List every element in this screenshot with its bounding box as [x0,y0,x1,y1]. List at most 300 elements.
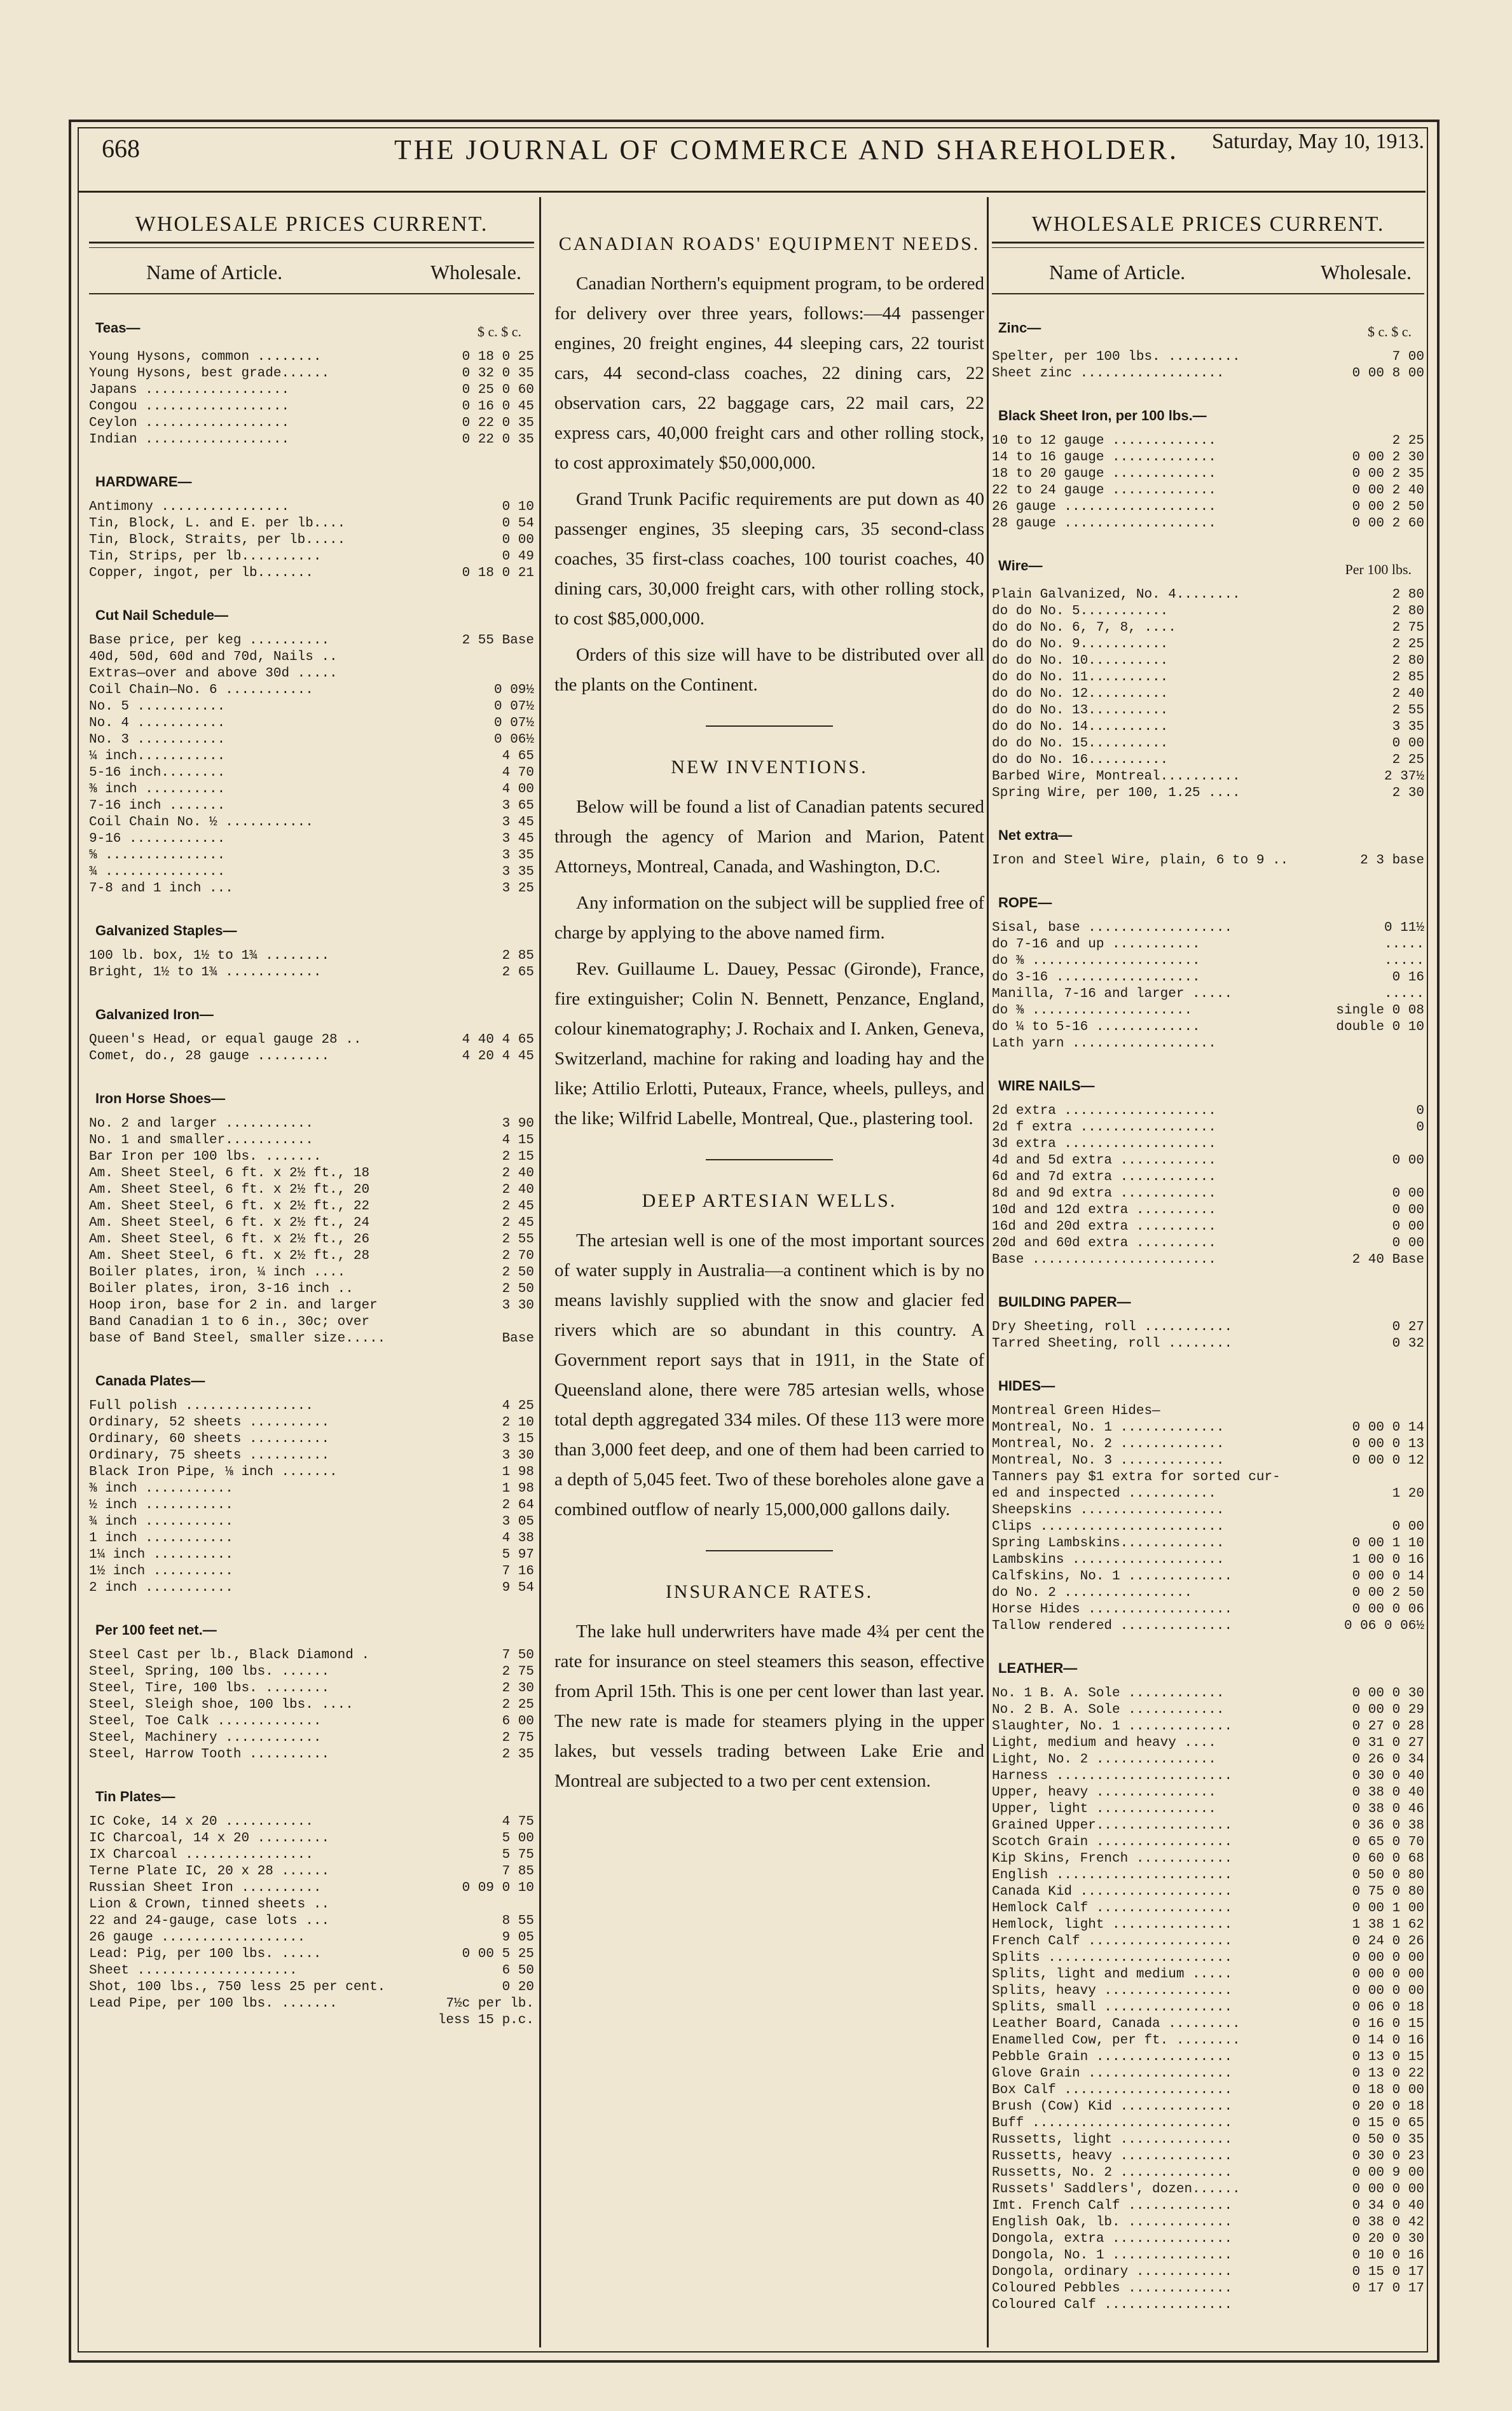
price-row [89,1946,534,1963]
category-heading: Galvanized Iron— [95,1006,214,1022]
wholesale-price: 0 00 0 13 [1352,1437,1424,1452]
article-name: IX Charcoal ................ [89,1848,313,1862]
article-name: Ordinary, 52 sheets .......... [89,1415,330,1430]
article-name: IC Coke, 14 x 20 ........... [89,1815,313,1829]
category-heading: Tin Plates— [95,1789,175,1804]
price-row [992,1486,1424,1502]
wholesale-price: 2 75 [502,1731,534,1745]
price-row [89,499,534,516]
wholesale-price: 0 00 0 14 [1352,1420,1424,1435]
wholesale-price: 0 09½ [493,683,534,697]
wholesale-price: 2 15 [502,1150,534,1164]
wholesale-price: 0 00 2 50 [1352,1586,1424,1600]
price-row [992,752,1424,769]
price-row [89,549,534,565]
category-heading: HIDES— [998,1378,1055,1394]
price-row [89,1165,534,1182]
article-name: 22 and 24-gauge, case lots ... [89,1914,330,1928]
article-name: Spelter, per 100 lbs. ......... [992,350,1241,364]
article-name: Ordinary, 75 sheets .......... [89,1448,330,1463]
wholesale-price: 0 18 0 00 [1352,2083,1424,2098]
wholesale-price: 2 40 Base [1352,1253,1424,1267]
price-row [89,399,534,415]
article-name: Kip Skins, French ............ [992,1851,1233,1866]
price-row [992,466,1424,483]
wholesale-price: 1 38 1 62 [1352,1918,1424,1932]
column-rule-1 [539,197,541,2347]
wholesale-price: 3 45 [502,832,534,846]
price-row [992,1785,1424,1801]
article-column [547,203,992,2341]
price-row [992,1202,1424,1219]
price-row [89,1697,534,1714]
price-row [992,1136,1424,1153]
column-headers-right [992,261,1424,284]
price-row [992,1235,1424,1252]
price-row [992,769,1424,785]
wholesale-price: double 0 10 [1336,1020,1424,1034]
price-row [992,703,1424,719]
price-row [992,2198,1424,2215]
article-name: Shot, 100 lbs., 750 less 25 per cent. [89,1980,386,1995]
wholesale-header-right: Wholesale. [1320,261,1412,284]
price-row [992,2082,1424,2099]
price-row [992,1186,1424,1202]
wholesale-price: 0 00 1 10 [1352,1536,1424,1551]
article-paragraph: Canadian Northern's equipment program, to be ordered for delivery over three years, follows:—44 passenger engines, 20 freight engines, 44 sleeping cars, 22 tourist cars, 44 second-class coaches, 22 dining cars, 22 observation cars, 22 baggage cars, 22 mail cars, 22 express cars, 40,000 freight cars and other rolling stock, to cost approximately $50,000,000. [554,273,984,473]
wholesale-price: 1 20 [1392,1487,1424,1501]
wholesale-price: 9 05 [502,1930,534,1945]
article-name: No. 3 ........... [89,732,226,747]
wholesale-price: 2 25 [1392,434,1424,448]
wholesale-price: 2 35 [502,1747,534,1762]
wholesale-price: 0 00 0 06 [1352,1602,1424,1617]
wholesale-price: 7 16 [502,1564,534,1579]
category-heading: Iron Horse Shoes— [95,1090,226,1106]
price-row [89,1680,534,1697]
article-name: 40d, 50d, 60d and 70d, Nails .. [89,650,338,664]
wholesale-price: 0 60 0 68 [1352,1851,1424,1866]
price-row [89,848,534,864]
price-row [992,1618,1424,1635]
article-name: do do No. 6, 7, 8, .... [992,621,1176,635]
wholesale-price: 0 22 0 35 [462,432,534,447]
wholesale-header: Wholesale. [430,261,521,284]
article-name: 2d extra ................... [992,1104,1216,1118]
article-name: ⅜ inch .......... [89,782,226,797]
article-name: do do No. 16.......... [992,753,1169,767]
price-row [992,937,1424,953]
price-row [89,1897,534,1913]
article-name: Sisal, base .................. [992,921,1233,935]
section-divider [706,1159,833,1160]
wholesale-price: 2 55 [1392,703,1424,718]
article-name: No. 2 and larger ........... [89,1116,313,1131]
section-heading-right: WHOLESALE PRICES CURRENT. [1031,212,1385,236]
wholesale-price: 0 38 0 46 [1352,1802,1424,1817]
price-row [89,814,534,831]
wholesale-price: 8 55 [502,1914,534,1928]
wholesale-price: 4 38 [502,1531,534,1546]
price-row [992,1983,1424,2000]
price-row [992,1502,1424,1519]
wholesale-price: 2 65 [502,965,534,980]
article-name: Scotch Grain ................. [992,1835,1233,1850]
wholesale-price: 3 35 [502,865,534,879]
wholesale-price: 0 49 [502,549,534,564]
price-row [89,415,534,432]
wholesale-price: 0 32 0 35 [462,366,534,381]
wholesale-price: 0 00 2 50 [1352,500,1424,514]
wholesale-price: Base [502,1331,534,1346]
article-name: Lath yarn .................. [992,1036,1216,1051]
article-name: Base price, per keg .......... [89,633,330,648]
price-row [992,1453,1424,1469]
wholesale-price [1323,1469,1424,1486]
wholesale-price: 1 98 [502,1465,534,1480]
price-row [89,798,534,814]
article-name: 7-8 and 1 inch ... [89,881,233,896]
article-name: Dongola, extra ............... [992,2232,1233,2246]
section-divider [706,1550,833,1551]
price-row [89,2012,534,2029]
category-heading: WIRE NAILS— [998,1078,1095,1094]
article-name: Ceylon .................. [89,416,290,430]
article-name: Tin, Strips, per lb.......... [89,549,322,564]
wholesale-price: 0 00 [1392,1186,1424,1201]
price-row [992,1003,1424,1019]
article-name: Sheet .................... [89,1963,298,1978]
article-paragraph: The artesian well is one of the most important sources of water supply in Australia—a continent which is by no means lavishly supplied with the snow and glacier fed rivers which are so abundant in this country. A Government report says that in 1911, in the State of Queensland alone, there were 785 artesian wells, whose total depth aggregated 334 miles. Of these 113 were more than 3,000 feet deep, and one of them had been carried to a depth of 5,045 feet. Two of these boreholes alone gave a combined outflow of nearly 15,000,000 gallons daily. [554,1230,984,1520]
price-row [89,1880,534,1897]
price-row [992,2264,1424,2281]
price-row [992,2165,1424,2181]
article-name: 16d and 20d extra .......... [992,1219,1216,1234]
wholesale-price: 0 00 0 29 [1352,1703,1424,1717]
article-name: do do No. 11.......... [992,670,1169,685]
wholesale-price: 4 65 [502,749,534,764]
price-row [992,1120,1424,1136]
wholesale-price: 2 80 [1392,604,1424,619]
price-row [89,765,534,781]
article-name: Dongola, ordinary ............ [992,2265,1233,2279]
price-row [89,565,534,582]
article-name: Lion & Crown, tinned sheets .. [89,1897,330,1912]
wholesale-price: 4 75 [502,1815,534,1829]
wholesale-price: 0 06 0 06½ [1344,1619,1424,1633]
wholesale-price: 0 00 [1392,1236,1424,1251]
article-name: do do No. 15.......... [992,736,1169,751]
wholesale-price: 9 54 [502,1581,534,1595]
wholesale-price: ..... [1384,987,1424,1001]
wholesale-price: 0 00 1 00 [1352,1901,1424,1916]
wholesale-price: 0 36 0 38 [1352,1818,1424,1833]
category-heading: Zinc— [998,320,1041,336]
article-name: Extras—over and above 30d ..... [89,666,338,681]
price-row [992,1436,1424,1453]
article-name: Boiler plates, iron, ¼ inch .... [89,1265,346,1280]
article-name: Montreal Green Hides— [992,1404,1160,1418]
article-name: 26 gauge .................. [89,1930,306,1945]
price-row [89,633,534,649]
price-row [89,1814,534,1831]
article-name: French Calf .................. [992,1934,1233,1949]
article-name: Copper, ingot, per lb....... [89,566,313,580]
price-row [89,1149,534,1165]
article-name: ½ inch ........... [89,1498,233,1513]
wholesale-price: 4 00 [502,782,534,797]
wholesale-price: 2 40 [1392,687,1424,701]
article-name: Black Iron Pipe, ⅛ inch ....... [89,1465,338,1480]
wholesale-price: 2 75 [502,1665,534,1679]
price-row [992,1934,1424,1950]
article-name: ¼ inch........... [89,749,226,764]
wholesale-price: 2 30 [502,1681,534,1696]
article-name: Antimony ................ [89,500,290,514]
wholesale-price: 0 20 0 30 [1352,2232,1424,2246]
article-heading: CANADIAN ROADS' EQUIPMENT NEEDS. [558,233,980,254]
wholesale-price: 5 97 [502,1548,534,1562]
article-name: Coil Chain—No. 6 ........... [89,683,313,697]
wholesale-price: 0 15 0 65 [1352,2116,1424,2131]
article-name: Upper, heavy ............... [992,1785,1216,1800]
article-name: Tin, Block, Straits, per lb..... [89,533,346,547]
article-name: 20d and 60d extra .......... [992,1236,1216,1251]
wholesale-price: 2 80 [1392,654,1424,668]
price-row [89,1530,534,1547]
price-row [992,2115,1424,2132]
article-name: Tin, Block, L. and E. per lb.... [89,516,346,531]
price-row [89,1913,534,1930]
price-row [992,1768,1424,1785]
wholesale-price [1323,1169,1424,1186]
article-name: 2 inch ........... [89,1581,233,1595]
price-row [992,1834,1424,1851]
wholesale-price: 3 15 [502,1432,534,1446]
price-row [89,1831,534,1847]
wholesale-price: 2 55 [502,1232,534,1247]
wholesale-price: ..... [1384,937,1424,952]
price-row [992,1420,1424,1436]
double-rule-right [992,242,1424,248]
wholesale-price: 0 30 0 23 [1352,2149,1424,2164]
article-name: Boiler plates, iron, 3-16 inch .. [89,1282,354,1296]
article-name: 9-16 ............ [89,832,226,846]
wholesale-price: 0 00 2 60 [1352,516,1424,531]
wholesale-price: 2 30 [1392,786,1424,800]
price-row [992,2181,1424,2198]
article-name: Steel Cast per lb., Black Diamond . [89,1648,370,1663]
wholesale-price: 2 80 [1392,587,1424,602]
price-row [992,2148,1424,2165]
wholesale-price: 0 54 [502,516,534,531]
wholesale-price: 3 05 [502,1515,534,1529]
category-heading: Cut Nail Schedule— [95,607,229,623]
wholesale-price: 7½c per lb. [446,1996,534,2011]
article-name: No. 2 B. A. Sole ............ [992,1703,1225,1717]
price-row [992,670,1424,686]
wholesale-price: 0 26 0 34 [1352,1752,1424,1767]
wholesale-price: 4 25 [502,1399,534,1413]
units-label: $ c. $ c. [477,324,521,340]
article-name: 14 to 16 gauge ............. [992,450,1216,465]
price-row [89,1664,534,1680]
page-number: 668 [102,134,140,163]
article-name: Hemlock Calf ................. [992,1901,1233,1916]
price-row [89,1248,534,1265]
rule [89,293,534,294]
wholesale-price: 2 85 [1392,670,1424,685]
article-name: Lead: Pig, per 100 lbs. ..... [89,1947,322,1961]
article-name: Tarred Sheeting, roll ........ [992,1336,1233,1351]
article-name: Sheepskins .................. [992,1503,1225,1518]
wholesale-price: 3 30 [502,1298,534,1313]
price-row [89,432,534,448]
article-name: Tallow rendered .............. [992,1619,1233,1633]
price-row [89,948,534,965]
article-name: Splits, heavy ................ [992,1984,1233,1998]
wholesale-price: 0 20 0 18 [1352,2099,1424,2114]
wholesale-price: 0 30 0 40 [1352,1769,1424,1783]
price-row [992,1719,1424,1735]
article-name: Russetts, No. 2 .............. [992,2166,1233,2180]
wholesale-price: 0 10 [502,500,534,514]
price-row [89,1847,534,1864]
article-name: Ordinary, 60 sheets .......... [89,1432,330,1446]
article-paragraph: Orders of this size will have to be distributed over all the plants on the Continent. [554,645,984,695]
article-name: 1¼ inch .......... [89,1548,233,1562]
price-row [992,1884,1424,1900]
wholesale-price [1323,1036,1424,1052]
wholesale-price: 2 55 Base [462,633,534,648]
wholesale-price: 7 85 [502,1864,534,1879]
price-row [992,986,1424,1003]
article-name: 3d extra ................... [992,1137,1216,1151]
wholesale-price: 0 [1416,1120,1424,1135]
price-row [992,1552,1424,1569]
price-row [89,366,534,382]
wholesale-price: 3 45 [502,815,534,830]
wholesale-price: 4 70 [502,766,534,780]
article-name: Brush (Cow) Kid .............. [992,2099,1233,2114]
article-name: Steel, Sleigh shoe, 100 lbs. .... [89,1698,354,1712]
article-heading: DEEP ARTESIAN WELLS. [642,1190,897,1211]
article-name: 22 to 24 gauge ............. [992,483,1216,498]
wholesale-price: 0 16 0 45 [462,399,534,414]
article-name: Japans .................. [89,383,290,397]
wholesale-price: 0 50 0 80 [1352,1868,1424,1883]
column-headers [89,261,534,284]
price-row [992,1602,1424,1618]
article-paragraph: Rev. Guillaume L. Dauey, Pessac (Gironde), France, fire extinguisher; Colin N. Bennett, Penzance, England, colour kinematography; J. Rochaix and I. Anken, Geneva, Switzerland, machine for raking and loading hay and the like; Attilio Erlotti, Puteaux, France, wheels, pulleys, and the like; Wilfrid Labelle, Montreal, Que., plastering tool. [554,959,984,1129]
article-name: Young Hysons, best grade...... [89,366,330,381]
article-name: Russets' Saddlers', dozen...... [992,2182,1241,2197]
price-row [89,1547,534,1563]
wholesale-price: 0 25 0 60 [462,383,534,397]
article-name: 1½ inch .......... [89,1564,233,1579]
price-row [992,1252,1424,1268]
price-row [992,686,1424,703]
wholesale-price: 2 75 [1392,621,1424,635]
article-name: base of Band Steel, smaller size..... [89,1331,386,1346]
article-name: Tanners pay $1 extra for sorted cur- [992,1470,1281,1485]
price-row [992,1818,1424,1834]
wholesale-price: 0 65 0 70 [1352,1835,1424,1850]
article-name: do do No. 13.......... [992,703,1169,718]
price-row [992,2132,1424,2148]
price-row [89,1415,534,1431]
article-name: Light, No. 2 ............... [992,1752,1216,1767]
category-heading: Wire— [998,558,1043,574]
article-name: Coloured Pebbles ............. [992,2281,1233,2296]
article-name: Congou .................. [89,399,290,414]
wholesale-price: 0 38 0 40 [1352,1785,1424,1800]
wholesale-price: 0 00 [1392,1219,1424,1234]
article-name: Glove Grain .................. [992,2066,1233,2081]
wholesale-price [1323,2297,1424,2314]
category-heading: Canada Plates— [95,1373,205,1389]
price-row [89,1963,534,1979]
price-row [89,864,534,881]
article-name: Grained Upper................. [992,1818,1233,1833]
price-row [992,603,1424,620]
price-row [89,1481,534,1497]
wholesale-price [432,1314,534,1331]
article-name: Montreal, No. 3 ............. [992,1453,1225,1468]
name-header-right: Name of Article. [1049,261,1186,284]
article-paragraph: Below will be found a list of Canadian patents secured through the agency of Marion and Marion, Patent Attorneys, Montreal, Canada, and Washington, D.C. [554,797,984,877]
wholesale-price: 0 13 0 22 [1352,2066,1424,2081]
article-name: Am. Sheet Steel, 6 ft. x 2½ ft., 28 [89,1249,370,1263]
wholesale-price: 0 18 0 21 [462,566,534,580]
article-name: Am. Sheet Steel, 6 ft. x 2½ ft., 22 [89,1199,370,1214]
units-label: Per 100 lbs. [1345,561,1412,577]
article-name: Russian Sheet Iron .......... [89,1881,322,1895]
price-row [992,2033,1424,2049]
category-heading: Net extra— [998,827,1073,843]
article-name: 10d and 12d extra .......... [992,1203,1216,1218]
wholesale-price: 2 45 [502,1216,534,1230]
price-row [89,1448,534,1464]
article-name: 100 lb. box, 1½ to 1¾ ........ [89,949,330,963]
article-name: Imt. French Calf ............. [992,2199,1233,2213]
wholesale-price: 0 00 [502,533,534,547]
price-row [992,1917,1424,1934]
wholesale-price: 0 07½ [493,716,534,731]
article-name: ed and inspected ........... [992,1487,1216,1501]
price-row [992,636,1424,653]
price-row [992,1319,1424,1336]
rule-right [992,293,1424,294]
price-row [89,1747,534,1763]
article-name: 28 gauge ................... [992,516,1216,531]
price-row [992,1686,1424,1702]
price-row [89,1298,534,1314]
article-name: 2d f extra ................. [992,1120,1216,1135]
article-name: Base ....................... [992,1253,1216,1267]
article-name: do No. 2 ................ [992,1586,1193,1600]
wholesale-price: 0 00 [1392,1203,1424,1218]
price-row [992,587,1424,603]
article-name: Indian .................. [89,432,290,447]
price-row [89,1398,534,1415]
article-name: do do No. 9........... [992,637,1169,652]
price-row [89,666,534,682]
wholesale-price [432,1897,534,1913]
price-row [89,532,534,549]
article-name: 10 to 12 gauge ............. [992,434,1216,448]
double-rule [89,242,534,248]
